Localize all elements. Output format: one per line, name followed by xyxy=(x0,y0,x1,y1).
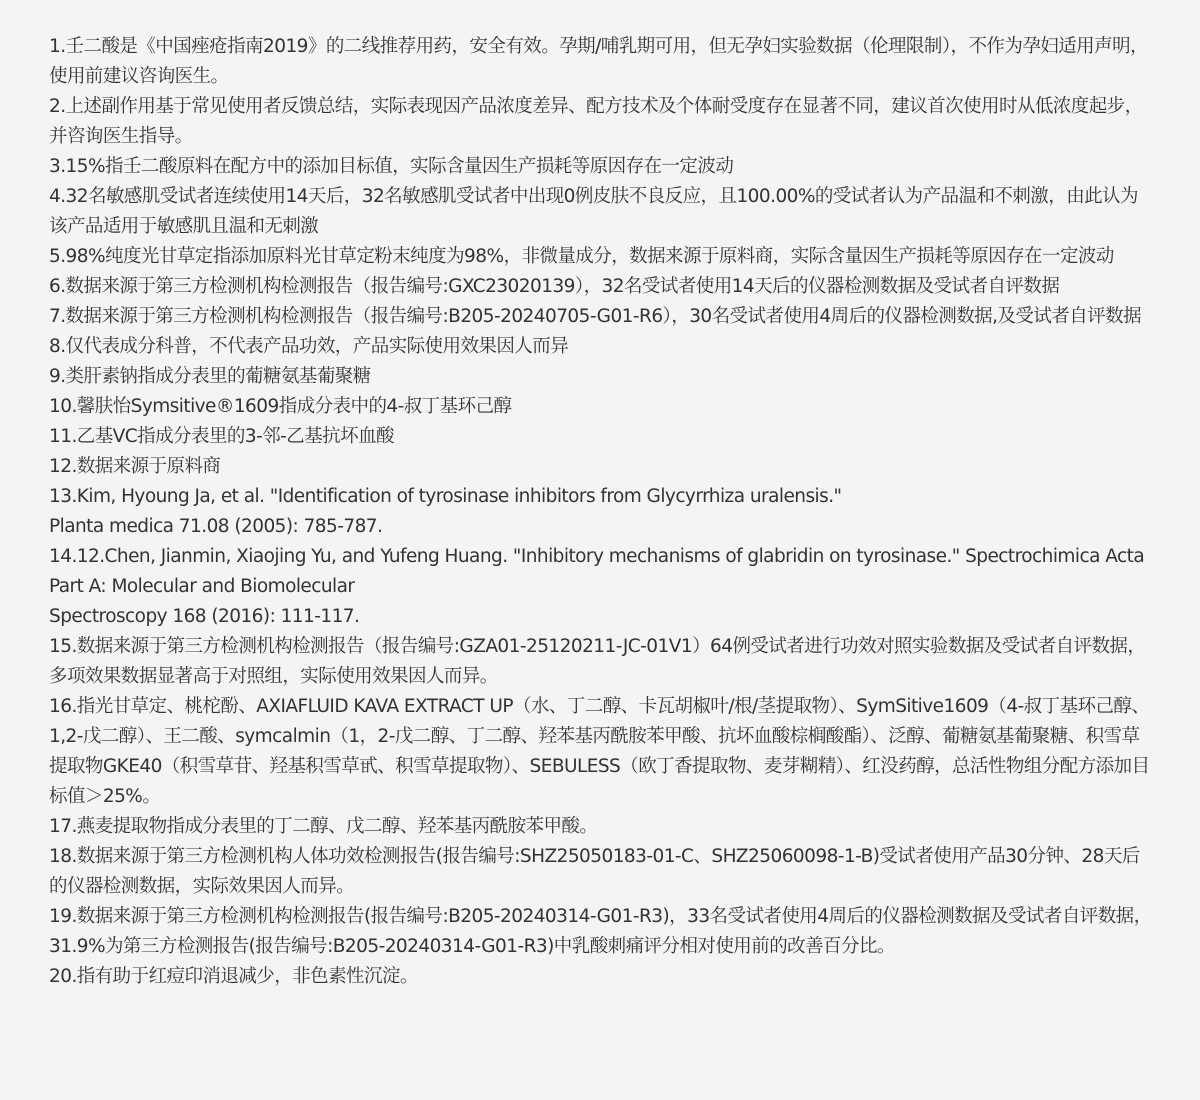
footnote-10: 10.馨肤怡Symsitive®1609指成分表中的4-叔丁基环己醇 xyxy=(49,396,512,417)
footnote-13-reference: 13.Kim, Hyoung Ja, et al. "Identification of tyrosinase inhibitors from Glycyrrhiza uralensis." xyxy=(49,486,842,507)
footnote-12: 12.数据来源于原料商 xyxy=(49,456,221,477)
footnote-14-journal: Spectroscopy 168 (2016): 111-117. xyxy=(49,606,360,627)
footnote-19: 19.数据来源于第三方检测机构检测报告(报告编号:B205-20240314-G01-R3)，33名受试者使用4周后的仪器检测数据及受试者自评数据，31.9%为第三方检测报告(报告编号:B205-20240314-G01-R3)中乳酸刺痛评分相对使用前的改善百分比。 xyxy=(49,906,1152,957)
footnote-8: 8.仅代表成分科普，不代表产品功效，产品实际使用效果因人而异 xyxy=(49,336,569,357)
footnote-1: 1.壬二酸是《中国痤疮指南2019》的二线推荐用药，安全有效。孕期/哺乳期可用，但无孕妇实验数据（伦理限制），不作为孕妇适用声明，使用前建议咨询医生。 xyxy=(49,36,1148,87)
footnote-2: 2.上述副作用基于常见使用者反馈总结，实际表现因产品浓度差异、配方技术及个体耐受度存在显著不同，建议首次使用时从低浓度起步，并咨询医生指导。 xyxy=(49,96,1143,147)
footnote-20: 20.指有助于红痘印消退减少，非色素性沉淀。 xyxy=(49,966,418,987)
footnote-9: 9.类肝素钠指成分表里的葡糖氨基葡聚糖 xyxy=(49,366,371,387)
footnote-17: 17.燕麦提取物指成分表里的丁二醇、戊二醇、羟苯基丙酰胺苯甲酸。 xyxy=(49,816,598,837)
footnote-13-journal: Planta medica 71.08 (2005): 785-787. xyxy=(49,516,383,537)
footnote-14-reference: 14.12.Chen, Jianmin, Xiaojing Yu, and Yufeng Huang. "Inhibitory mechanisms of glabridin on tyrosinase." Spectrochimica Acta Part A: Molecular and Biomolecular xyxy=(49,546,1145,597)
footnote-3: 3.15%指壬二酸原料在配方中的添加目标值，实际含量因生产损耗等原因存在一定波动 xyxy=(49,156,734,177)
footnote-6: 6.数据来源于第三方检测机构检测报告（报告编号:GXC23020139），32名受试者使用14天后的仪器检测数据及受试者自评数据 xyxy=(49,276,1060,297)
footnote-16: 16.指光甘草定、桃柁酚、AXIAFLUID KAVA EXTRACT UP（水、丁二醇、卡瓦胡椒叶/根/茎提取物）、SymSitive1609（4-叔丁基环己醇、1,2-戊二醇）、王二酸、symcalmin（1，2-戊二醇、丁二醇、羟苯基丙酰胺苯甲酸、抗坏血酸棕榈酸酯）、泛醇、葡糖氨基葡聚糖、积雪草提取物GKE40（积雪草苷、羟基积雪草甙、积雪草提取物）、SEBULESS（欧丁香提取物、麦芽糊精）、红没药醇，总活性物组分配方添加目标值＞25%。 xyxy=(49,696,1150,807)
footnote-5: 5.98%纯度光甘草定指添加原料光甘草定粉末纯度为98%，非微量成分，数据来源于原料商，实际含量因生产损耗等原因存在一定波动 xyxy=(49,246,1114,267)
footnote-7: 7.数据来源于第三方检测机构检测报告（报告编号:B205-20240705-G01-R6），30名受试者使用4周后的仪器检测数据,及受试者自评数据 xyxy=(49,306,1142,327)
footnote-11: 11.乙基VC指成分表里的3-邻-乙基抗坏血酸 xyxy=(49,426,394,447)
footnote-15: 15.数据来源于第三方检测机构检测报告（报告编号:GZA01-25120211-JC-01V1）64例受试者进行功效对照实验数据及受试者自评数据，多项效果数据显著高于对照组，实际使用效果因人而异。 xyxy=(49,636,1146,687)
footnote-18: 18.数据来源于第三方检测机构人体功效检测报告(报告编号:SHZ25050183-01-C、SHZ25060098-1-B)受试者使用产品30分钟、28天后的仪器检测数据，实际效果因人而异。 xyxy=(49,846,1140,897)
footnote-4: 4.32名敏感肌受试者连续使用14天后，32名敏感肌受试者中出现0例皮肤不良反应，且100.00%的受试者认为产品温和不刺激，由此认为该产品适用于敏感肌且温和无刺激 xyxy=(49,186,1139,237)
